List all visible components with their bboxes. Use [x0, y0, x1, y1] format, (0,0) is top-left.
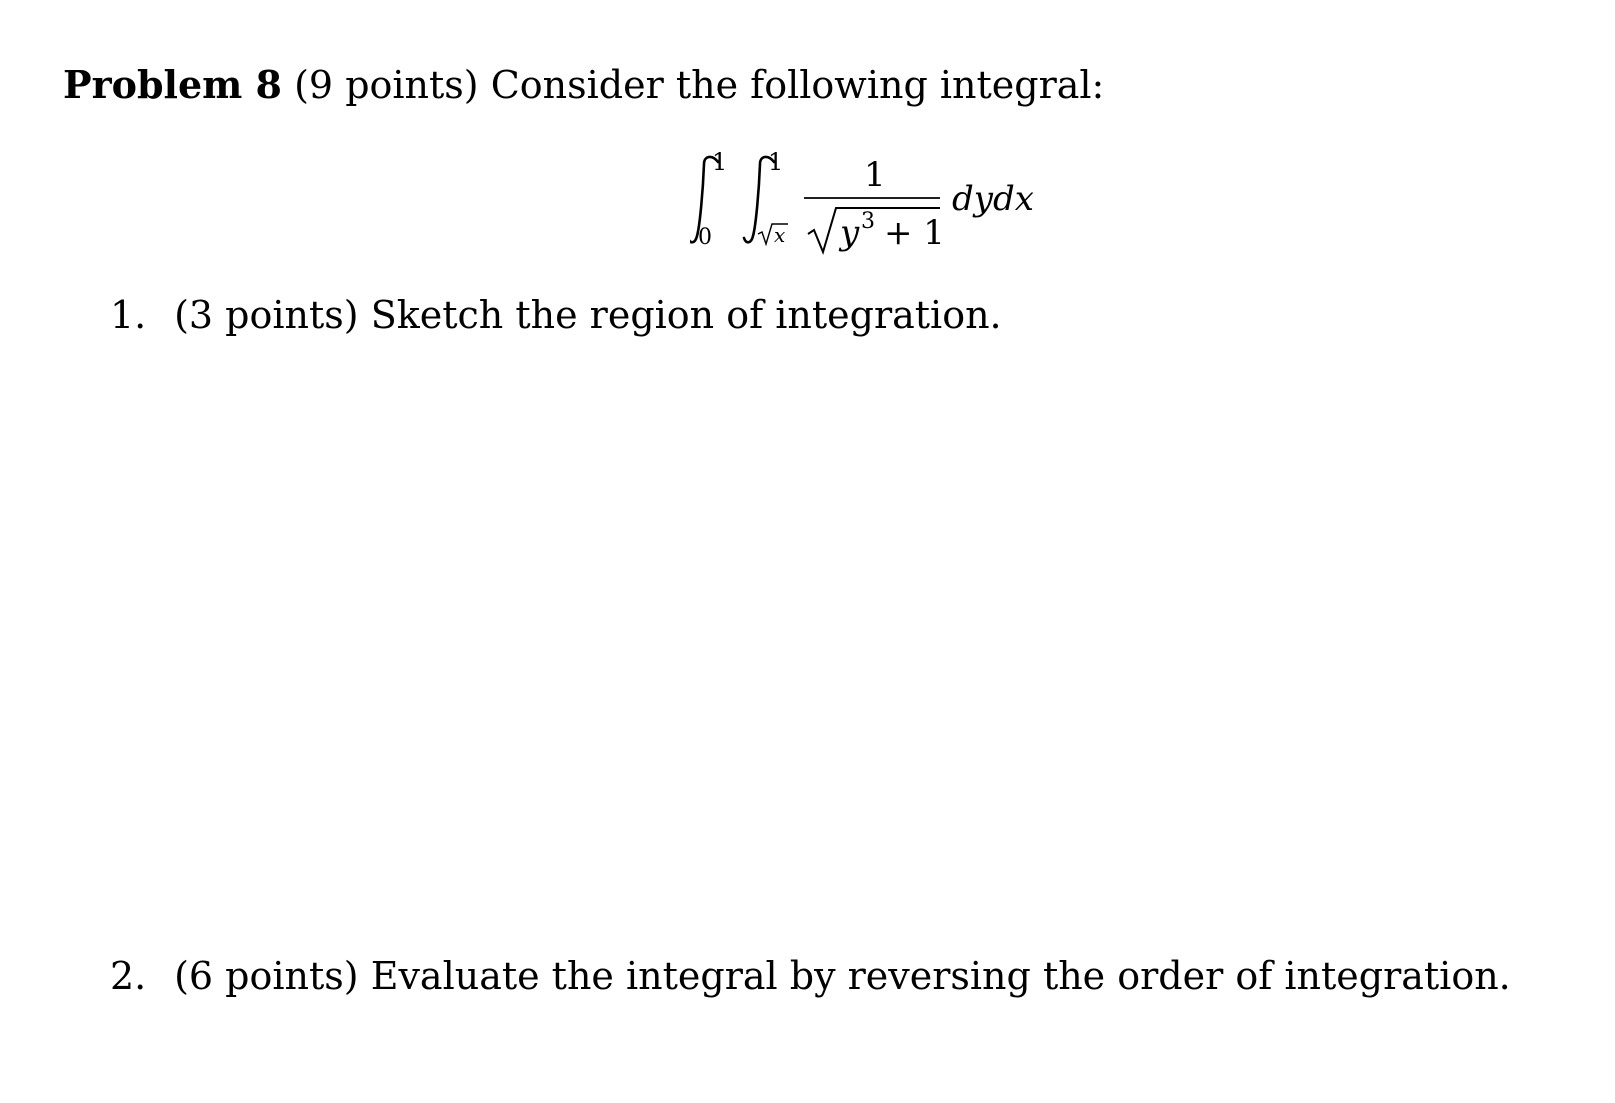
integral-formula-svg [690, 140, 1090, 280]
integral-formula [690, 140, 1090, 280]
question-item-1 [110, 293, 1002, 337]
problem-points: (9 points) [294, 63, 479, 107]
question-text-1: Sketch the region of integration. [370, 293, 1002, 337]
question-text-2: Evaluate the integral by reversing the order of integration. [370, 954, 1511, 998]
outer-lower-limit: 0 [698, 225, 712, 250]
question-number-1: 1. [110, 293, 147, 337]
question-number-2: 2. [110, 954, 147, 998]
question-points-2: (6 points) [174, 954, 359, 998]
question-item-2 [110, 954, 1511, 998]
denominator-tail: + 1 [884, 213, 945, 253]
denominator-exponent: 3 [861, 209, 875, 234]
question-points-1: (3 points) [174, 293, 359, 337]
problem-label: Problem 8 [63, 62, 283, 107]
outer-upper-limit: 1 [712, 148, 728, 176]
fraction-numerator: 1 [864, 155, 886, 195]
problem-heading [63, 62, 1105, 107]
inner-lower-limit-var: x [774, 223, 786, 247]
problem-intro: Consider the following integral: [490, 63, 1105, 107]
inner-upper-limit: 1 [768, 148, 784, 176]
differentials: dydx [952, 179, 1034, 219]
denominator-var: y [840, 213, 860, 253]
